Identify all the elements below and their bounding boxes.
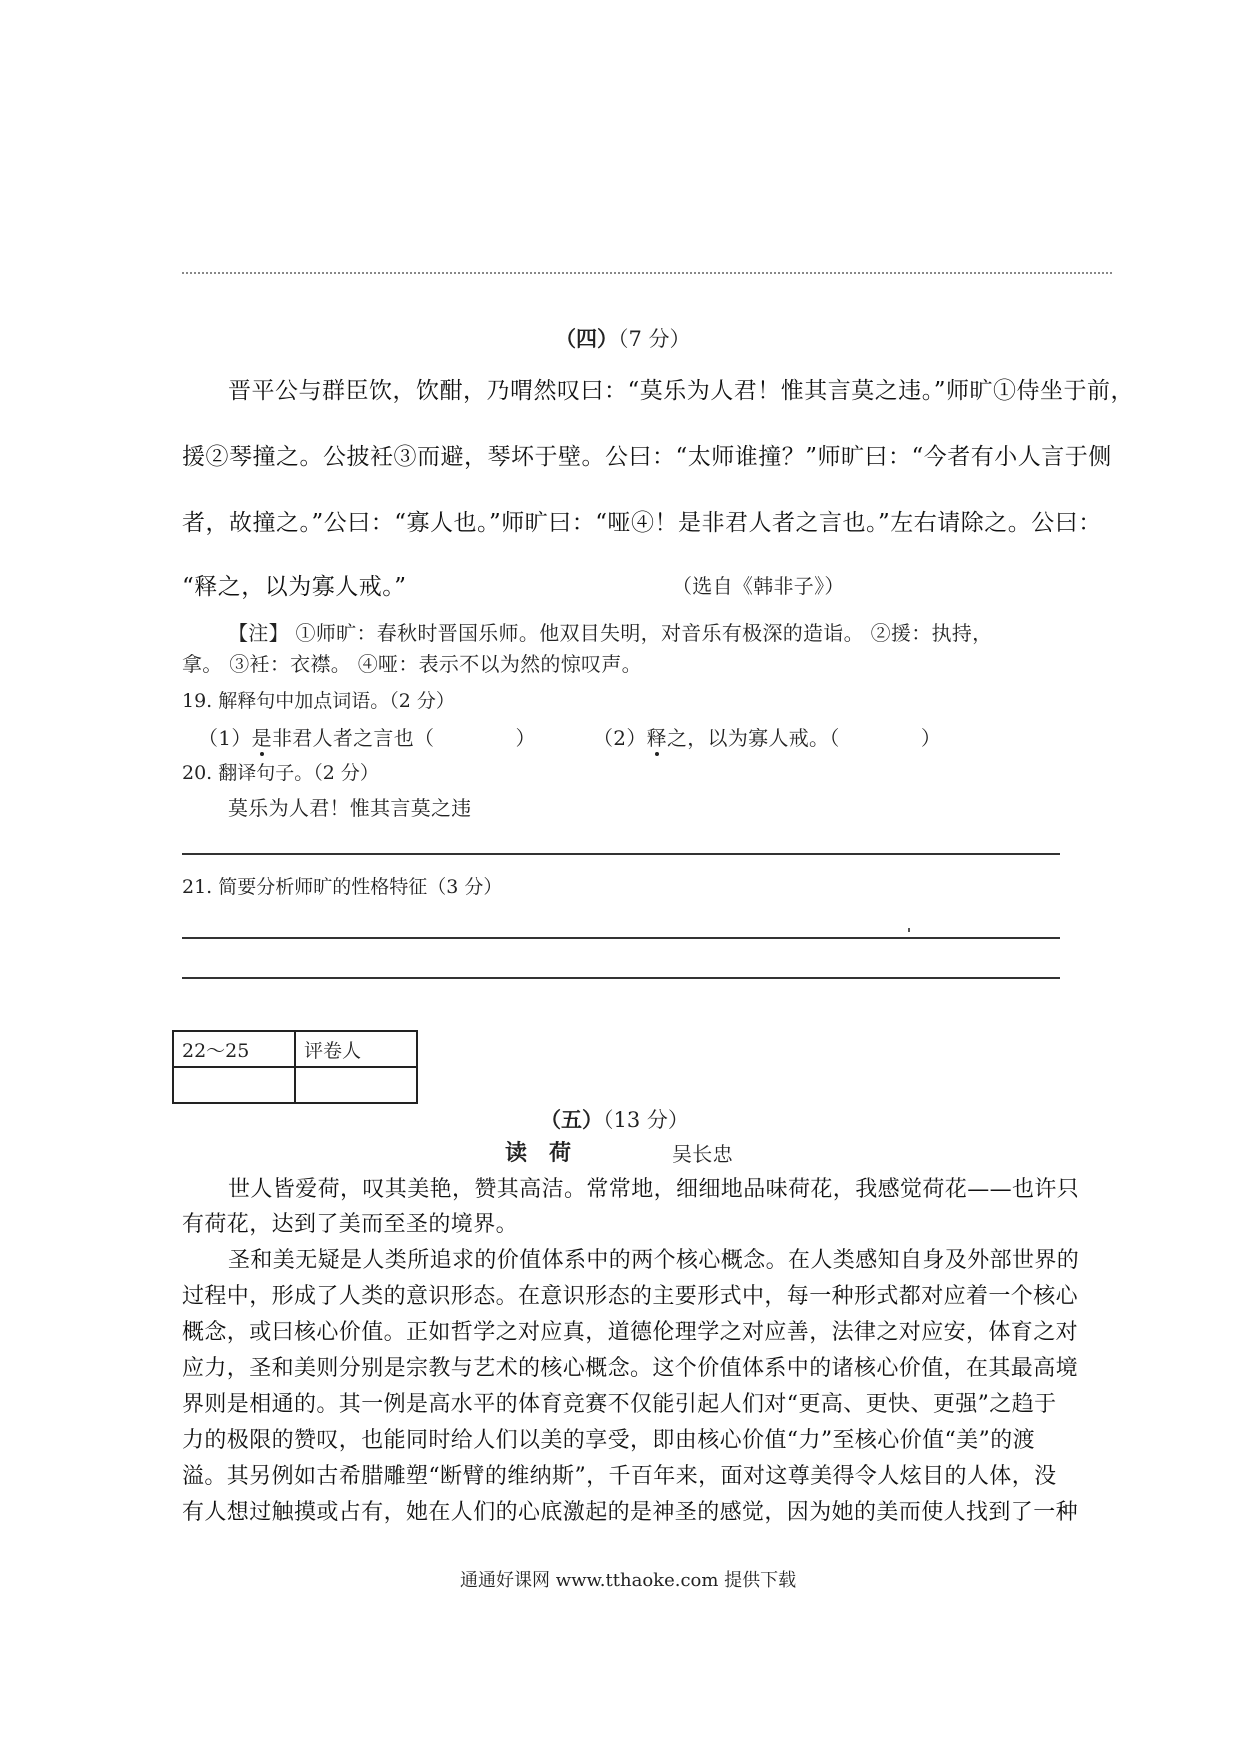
essay-author: 吴长忠: [672, 1142, 733, 1166]
essay-line: 过程中，形成了人类的意识形态。在意识形态的主要形式中，每一种形式都对应着一个核心: [182, 1284, 1079, 1309]
passage-line: 者，故撞之。”公曰：“寡人也。”师旷曰：“哑④！是非君人者之言也。”左右请除之。公曰：: [182, 510, 1102, 536]
essay-line: 概念，或曰核心价值。正如哲学之对应真，道德伦理学之对应善，法律之对应安，体育之对: [182, 1320, 1079, 1345]
grader-entry-cell[interactable]: [295, 1067, 417, 1103]
section-4-heading: （四）（7 分）: [555, 326, 691, 351]
essay-line: 界则是相通的。其一例是高水平的体育竞赛不仅能引起人们对“更高、更快、更强”之趋于: [182, 1392, 1057, 1417]
essay-line: 溢。其另例如古希腊雕塑“断臂的维纳斯”，千百年来，面对这尊美得令人炫目的人体，没: [182, 1464, 1057, 1489]
note-line: 拿。 ③衽：衣襟。 ④哑：表示不以为然的惊叹声。: [182, 652, 642, 676]
item-1-text: 非君人者之言也（ ）: [271, 726, 536, 750]
top-dotted-divider: [182, 272, 1112, 274]
essay-title: 读 荷: [505, 1140, 572, 1166]
score-entry-cell[interactable]: [173, 1067, 295, 1103]
question-21-stem: 21. 简要分析师旷的性格特征（3 分）: [182, 876, 503, 898]
essay-line: 应力，圣和美则分别是宗教与艺术的核心概念。这个价值体系中的诸核心价值，在其最高境: [182, 1356, 1079, 1381]
grader-range-cell: 22～25: [173, 1031, 295, 1067]
item-2-text: 之，以为寡人戒。（ ）: [666, 726, 942, 750]
essay-line: 有人想过触摸或占有，她在人们的心底激起的是神圣的感觉，因为她的美而使人找到了一种: [182, 1500, 1079, 1525]
question-19-item-1: [198, 722, 536, 751]
question-19-stem: 19. 解释句中加点词语。（2 分）: [182, 690, 455, 712]
question-20-stem: 20. 翻译句子。（2 分）: [182, 762, 379, 784]
question-20-sentence: 莫乐为人君！惟其言莫之违: [228, 796, 472, 820]
question-19-item-2: [593, 722, 941, 751]
dotted-word-shi: 是: [251, 726, 272, 750]
answer-line-21b[interactable]: [182, 977, 1060, 979]
passage-source: （选自《韩非子》）: [672, 574, 845, 598]
grader-table: [172, 1030, 418, 1104]
passage-line: 晋平公与群臣饮，饮酣，乃喟然叹曰：“莫乐为人君！惟其言莫之违。”师旷①侍坐于前，: [228, 378, 1135, 404]
answer-line-21a[interactable]: [182, 937, 1060, 939]
essay-line: 圣和美无疑是人类所追求的价值体系中的两个核心概念。在人类感知自身及外部世界的: [228, 1248, 1080, 1273]
scan-speck: [908, 928, 910, 932]
dotted-word-shi2: 释: [646, 726, 667, 750]
essay-line: 力的极限的赞叹，也能同时给人们以美的享受，即由核心价值“力”至核心价值“美”的渡: [182, 1428, 1035, 1453]
passage-line: “释之，以为寡人戒。”: [182, 574, 407, 600]
section-5-heading: （五）（13 分）: [540, 1107, 689, 1132]
grader-label-cell: 评卷人: [295, 1031, 417, 1067]
passage-line: 援②琴撞之。公披衽③而避，琴坏于壁。公曰：“太师谁撞？”师旷曰：“今者有小人言于侧: [182, 444, 1112, 470]
essay-line: 有荷花，达到了美而至圣的境界。: [182, 1212, 519, 1237]
note-line: 【注】 ①师旷：春秋时晋国乐师。他双目失明，对音乐有极深的造诣。 ②援：执持，: [228, 621, 993, 645]
item-2-number: （2）: [593, 726, 647, 750]
item-1-number: （1）: [198, 726, 252, 750]
answer-line-20[interactable]: [182, 853, 1060, 855]
page-footer: 通通好课网 www.tthaoke.com 提供下载: [460, 1570, 797, 1591]
essay-line: 世人皆爱荷，叹其美艳，赞其高洁。常常地，细细地品味荷花，我感觉荷花——也许只: [228, 1177, 1080, 1202]
